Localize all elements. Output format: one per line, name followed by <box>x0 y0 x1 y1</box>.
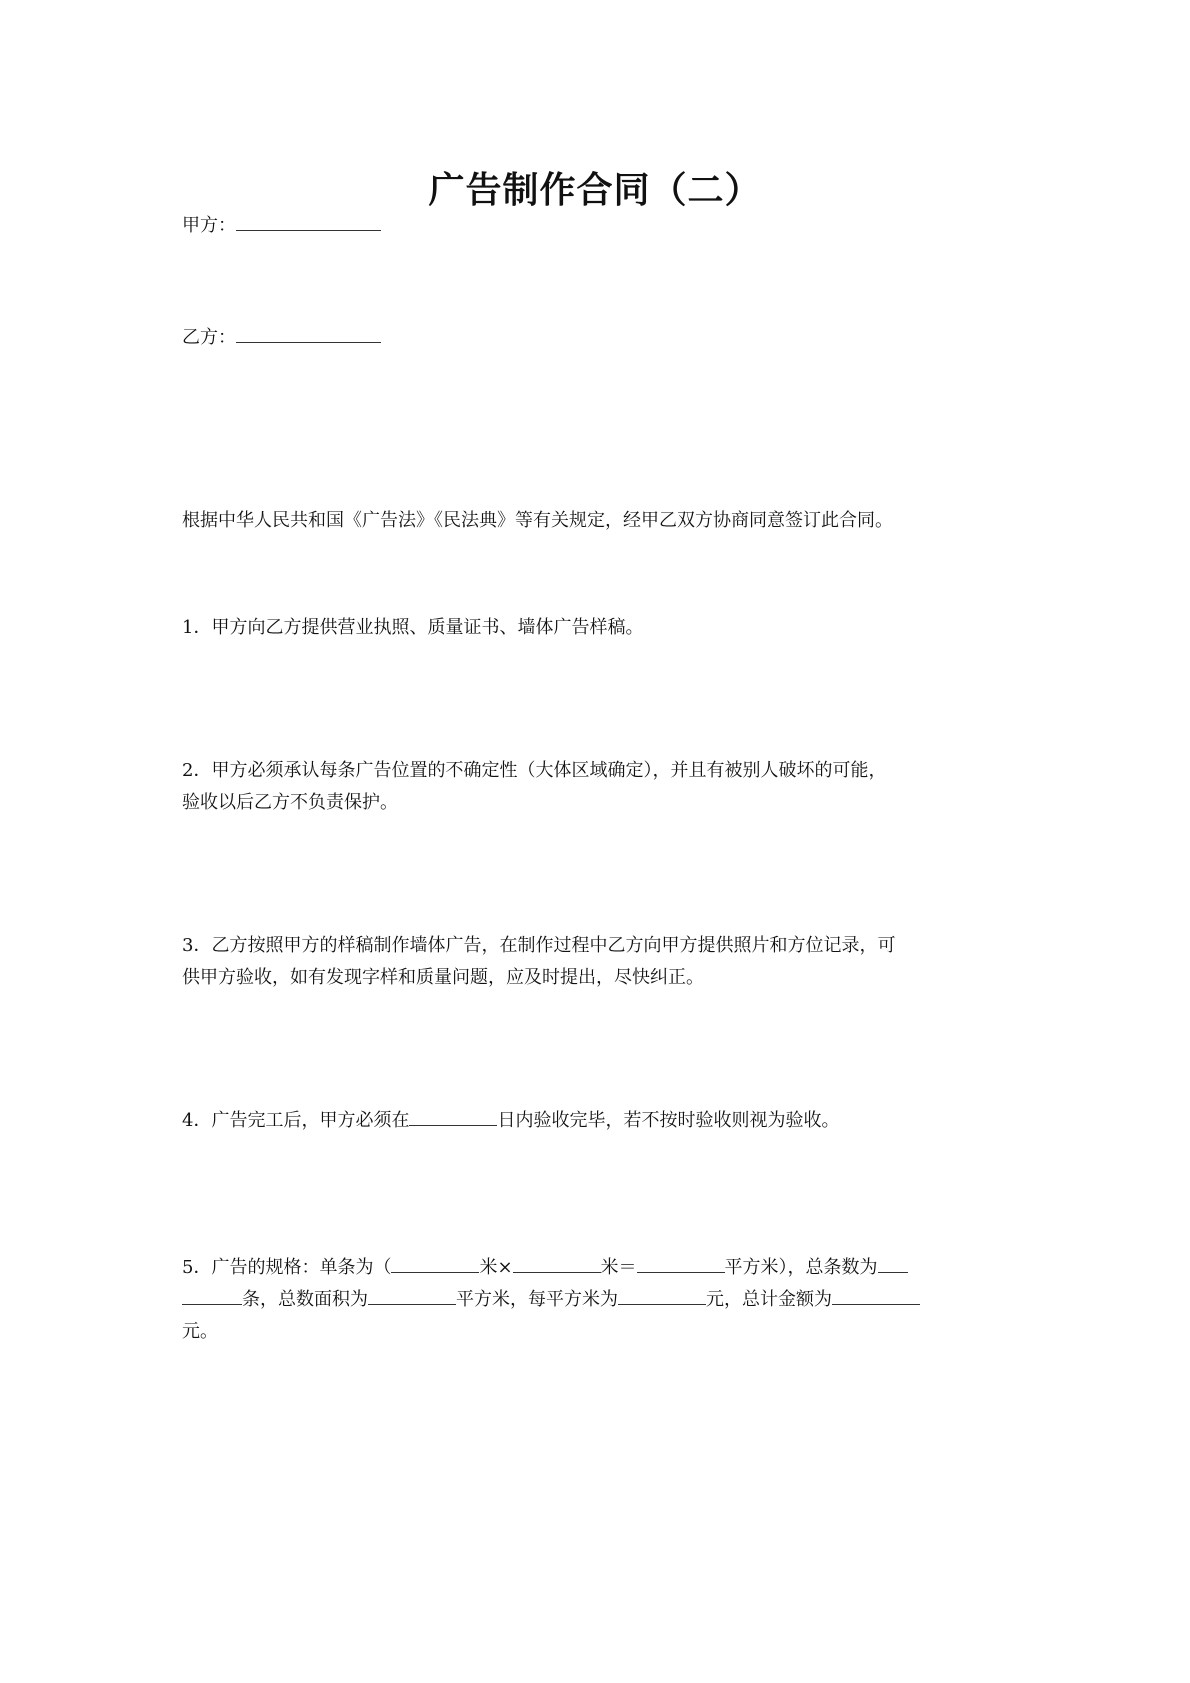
clause-2-line-1: 2．甲方必须承认每条广告位置的不确定性（大体区域确定），并且有被别人破坏的可能， <box>182 760 887 781</box>
acceptance-days-field[interactable] <box>409 1105 497 1126</box>
clause-5-line-1 <box>182 1252 1022 1284</box>
count-field-part-1[interactable] <box>878 1252 908 1273</box>
clause-5-text-3: 米＝ <box>600 1257 637 1278</box>
clause-5-text-5: 条，总数面积为 <box>242 1289 368 1310</box>
party-b-line <box>182 322 381 354</box>
clause-5-text-4: 平方米），总条数为 <box>724 1257 878 1278</box>
total-area-field[interactable] <box>368 1284 456 1305</box>
clause-3 <box>182 930 1022 994</box>
party-a-field[interactable] <box>236 210 381 231</box>
clause-2-line-2: 验收以后乙方不负责保护。 <box>182 792 398 813</box>
party-b-field[interactable] <box>236 322 381 343</box>
clause-5-text-1: 5．广告的规格：单条为（ <box>182 1257 392 1278</box>
count-field-part-2[interactable] <box>182 1284 242 1305</box>
area-field[interactable] <box>637 1252 725 1273</box>
unit-price-field[interactable] <box>618 1284 706 1305</box>
party-a-label: 甲方： <box>182 215 236 236</box>
party-a-line <box>182 210 381 242</box>
clause-5 <box>182 1252 1022 1348</box>
length-field[interactable] <box>391 1252 479 1273</box>
document-title: 广告制作合同（二） <box>428 170 762 211</box>
clause-5-line-2 <box>182 1284 1022 1316</box>
clause-5-line-3: 元。 <box>182 1321 218 1342</box>
clause-5-text-6: 平方米，每平方米为 <box>456 1289 618 1310</box>
clause-4 <box>182 1105 839 1137</box>
width-field[interactable] <box>513 1252 601 1273</box>
clause-4-text-a: 4．广告完工后，甲方必须在 <box>182 1110 410 1131</box>
clause-3-line-2: 供甲方验收，如有发现字样和质量问题，应及时提出，尽快纠正。 <box>182 967 704 988</box>
clause-1: 1．甲方向乙方提供营业执照、质量证书、墙体广告样稿。 <box>182 617 644 638</box>
clause-5-text-7: 元，总计金额为 <box>706 1289 832 1310</box>
clause-2 <box>182 755 1022 819</box>
clause-5-text-2: 米× <box>479 1257 513 1278</box>
total-amount-field[interactable] <box>832 1284 920 1305</box>
party-b-label: 乙方： <box>182 327 236 348</box>
clause-4-text-b: 日内验收完毕，若不按时验收则视为验收。 <box>497 1110 840 1131</box>
preamble: 根据中华人民共和国《广告法》《民法典》等有关规定，经甲乙双方协商同意签订此合同。 <box>182 510 893 531</box>
clause-3-line-1: 3．乙方按照甲方的样稿制作墙体广告，在制作过程中乙方向甲方提供照片和方位记录，可 <box>182 935 896 956</box>
